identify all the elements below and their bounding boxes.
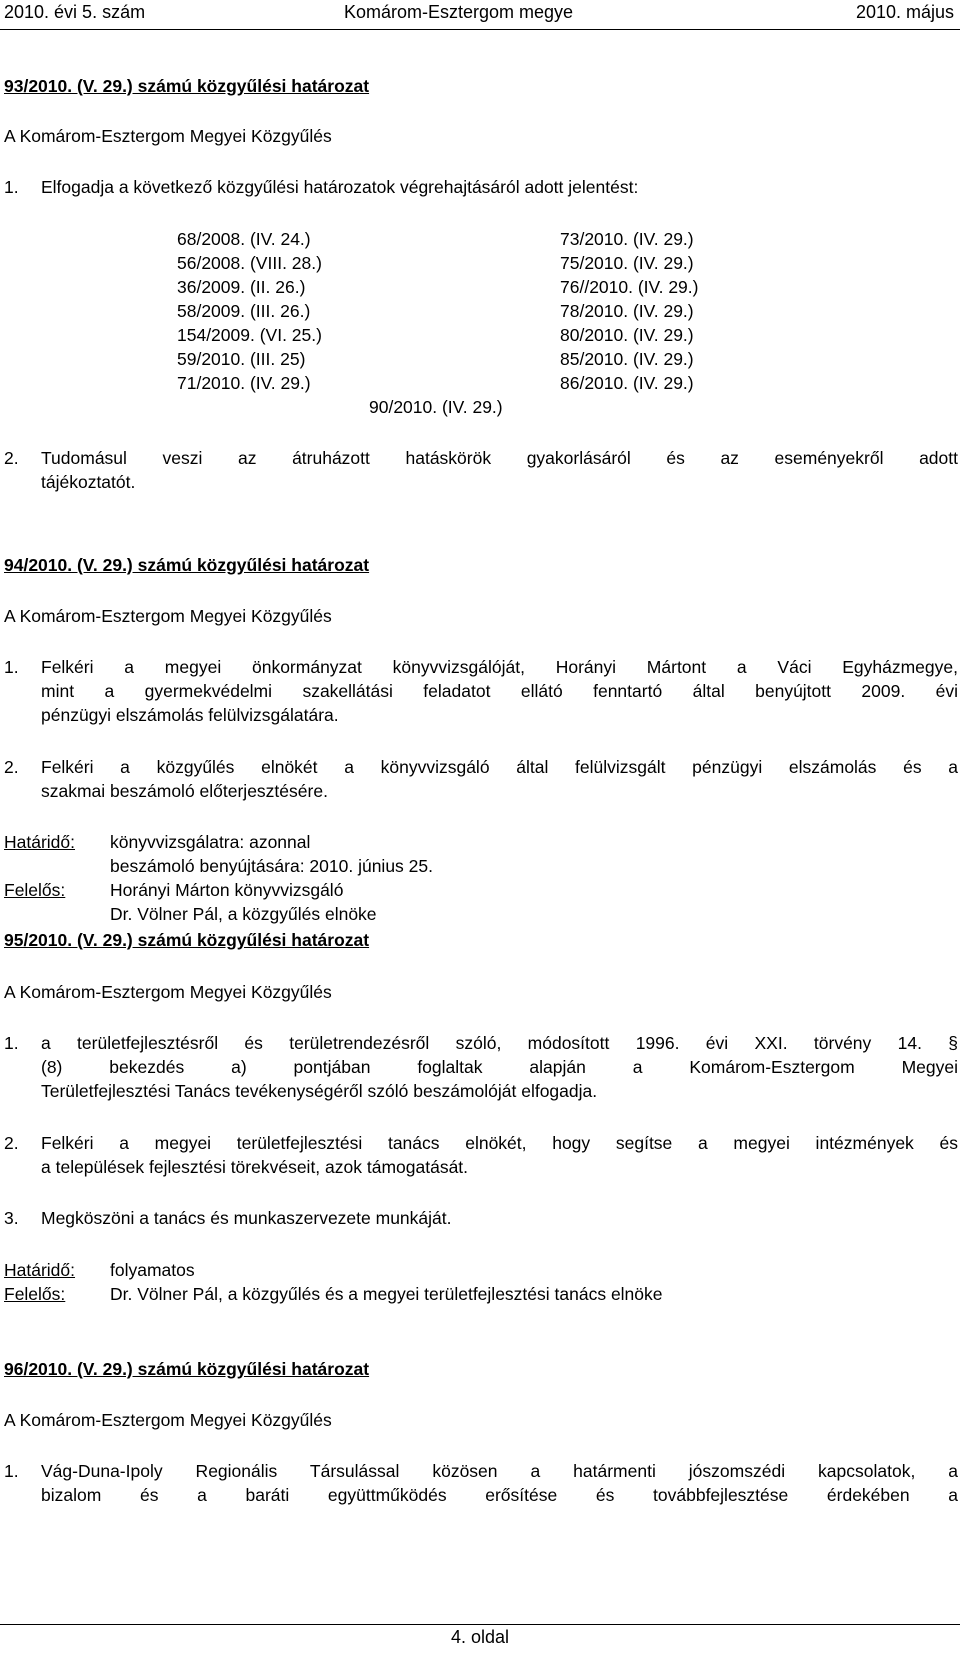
header-issue: 2010. évi 5. szám	[4, 2, 146, 22]
res93-item2-number: 2.	[4, 448, 19, 468]
res96-title: 96/2010. (V. 29.) számú közgyűlési határozat	[4, 1359, 370, 1379]
res94-item2-number: 2.	[4, 757, 19, 777]
res95-item2-number: 2.	[4, 1133, 19, 1153]
res95-item3-number: 3.	[4, 1208, 19, 1228]
res94-item2-line2: szakmai beszámoló előterjesztésére.	[41, 781, 328, 801]
res95-item1-line3: Területfejlesztési Tanács tevékenységéről szóló beszámolóját elfogadja.	[41, 1081, 598, 1101]
res95-item1-number: 1.	[4, 1033, 19, 1053]
res94-item1-line3: pénzügyi elszámolás felülvizsgálatára.	[41, 705, 339, 725]
res95-responsible: Dr. Völner Pál, a közgyűlés és a megyei területfejlesztési tanács elnöke	[110, 1284, 663, 1304]
res94-item1-line1: Felkéri a megyei önkormányzat könyvvizsgálóját, Horányi Mártont a Váci Egyházmegye,	[41, 657, 958, 677]
header-date: 2010. május	[855, 2, 954, 22]
res96-body: A Komárom-Esztergom Megyei Közgyűlés	[4, 1410, 332, 1430]
res95-item1-line2: (8) bekezdés a) pontjában foglaltak alapján a Komárom-Esztergom Megyei	[41, 1057, 958, 1077]
res95-deadline: folyamatos	[110, 1260, 195, 1280]
res93-title: 93/2010. (V. 29.) számú közgyűlési határozat	[4, 76, 370, 96]
res95-responsible-label: Felelős:	[4, 1284, 66, 1304]
res96-item1-line1: Vág-Duna-Ipoly Regionális Társulással közösen a határmenti jószomszédi kapcsolatok, a	[41, 1461, 958, 1481]
res94-responsible-label: Felelős:	[4, 880, 66, 900]
res96-item1-number: 1.	[4, 1461, 19, 1481]
res95-title: 95/2010. (V. 29.) számú közgyűlési határozat	[4, 930, 370, 950]
page-header	[0, 0, 960, 30]
footer-divider	[0, 1624, 960, 1625]
page-number: 4. oldal	[450, 1627, 510, 1647]
res94-item2-line1: Felkéri a közgyűlés elnökét a könyvvizsgáló által felülvizsgált pénzügyi elszámolás és a	[41, 757, 958, 777]
res94-deadline-2: beszámoló benyújtására: 2010. június 25.	[110, 856, 433, 876]
header-county: Komárom-Esztergom megye	[344, 2, 574, 22]
res93-item2-line2: tájékoztatót.	[41, 472, 136, 492]
res93-item1-number: 1.	[4, 177, 19, 197]
list-item: 36/2009. (II. 26.)	[177, 277, 306, 297]
res94-responsible-1: Horányi Márton könyvvizsgáló	[110, 880, 344, 900]
list-item: 58/2009. (III. 26.)	[177, 301, 311, 321]
res94-item1-number: 1.	[4, 657, 19, 677]
list-item: 86/2010. (IV. 29.)	[560, 373, 694, 393]
list-item: 78/2010. (IV. 29.)	[560, 301, 694, 321]
list-item: 85/2010. (IV. 29.)	[560, 349, 694, 369]
res94-title: 94/2010. (V. 29.) számú közgyűlési határozat	[4, 555, 370, 575]
res94-responsible-2: Dr. Völner Pál, a közgyűlés elnöke	[110, 904, 377, 924]
res94-item1-line2: mint a gyermekvédelmi szakellátási feladatot ellátó fenntartó által benyújtott 2009. évi	[41, 681, 958, 701]
list-item: 71/2010. (IV. 29.)	[177, 373, 311, 393]
res94-deadline-label: Határidő:	[4, 832, 76, 852]
list-item: 73/2010. (IV. 29.)	[560, 229, 694, 249]
res95-body: A Komárom-Esztergom Megyei Közgyűlés	[4, 982, 332, 1002]
res93-item2-line1: Tudomásul veszi az átruházott hatáskörök gyakorlásáról és az eseményekről adott	[41, 448, 958, 468]
res93-list-center-item: 90/2010. (IV. 29.)	[369, 397, 503, 417]
list-item: 80/2010. (IV. 29.)	[560, 325, 694, 345]
res95-item2-line2: a települések fejlesztési törekvéseit, azok támogatását.	[41, 1157, 469, 1177]
list-item: 76//2010. (IV. 29.)	[560, 277, 699, 297]
list-item: 56/2008. (VIII. 28.)	[177, 253, 322, 273]
list-item: 154/2009. (VI. 25.)	[177, 325, 322, 345]
res93-body: A Komárom-Esztergom Megyei Közgyűlés	[4, 126, 332, 146]
list-item: 68/2008. (IV. 24.)	[177, 229, 311, 249]
res95-item3-text: Megköszöni a tanács és munkaszervezete munkáját.	[41, 1208, 452, 1228]
res94-deadline-1: könyvvizsgálatra: azonnal	[110, 832, 311, 852]
res94-body: A Komárom-Esztergom Megyei Közgyűlés	[4, 606, 332, 626]
list-item: 75/2010. (IV. 29.)	[560, 253, 694, 273]
res96-item1-line2: bizalom és a baráti együttműködés erősítése és továbbfejlesztése érdekében a	[41, 1485, 958, 1505]
res95-item2-line1: Felkéri a megyei területfejlesztési tanács elnökét, hogy segítse a megyei intézmények és	[41, 1133, 958, 1153]
res93-item1-text: Elfogadja a következő közgyűlési határozatok végrehajtásáról adott jelentést:	[41, 177, 639, 197]
res95-deadline-label: Határidő:	[4, 1260, 76, 1280]
list-item: 59/2010. (III. 25)	[177, 349, 306, 369]
res95-item1-line1: a területfejlesztésről és területrendezésről szóló, módosított 1996. évi XXI. törvény 14. §	[41, 1033, 958, 1053]
